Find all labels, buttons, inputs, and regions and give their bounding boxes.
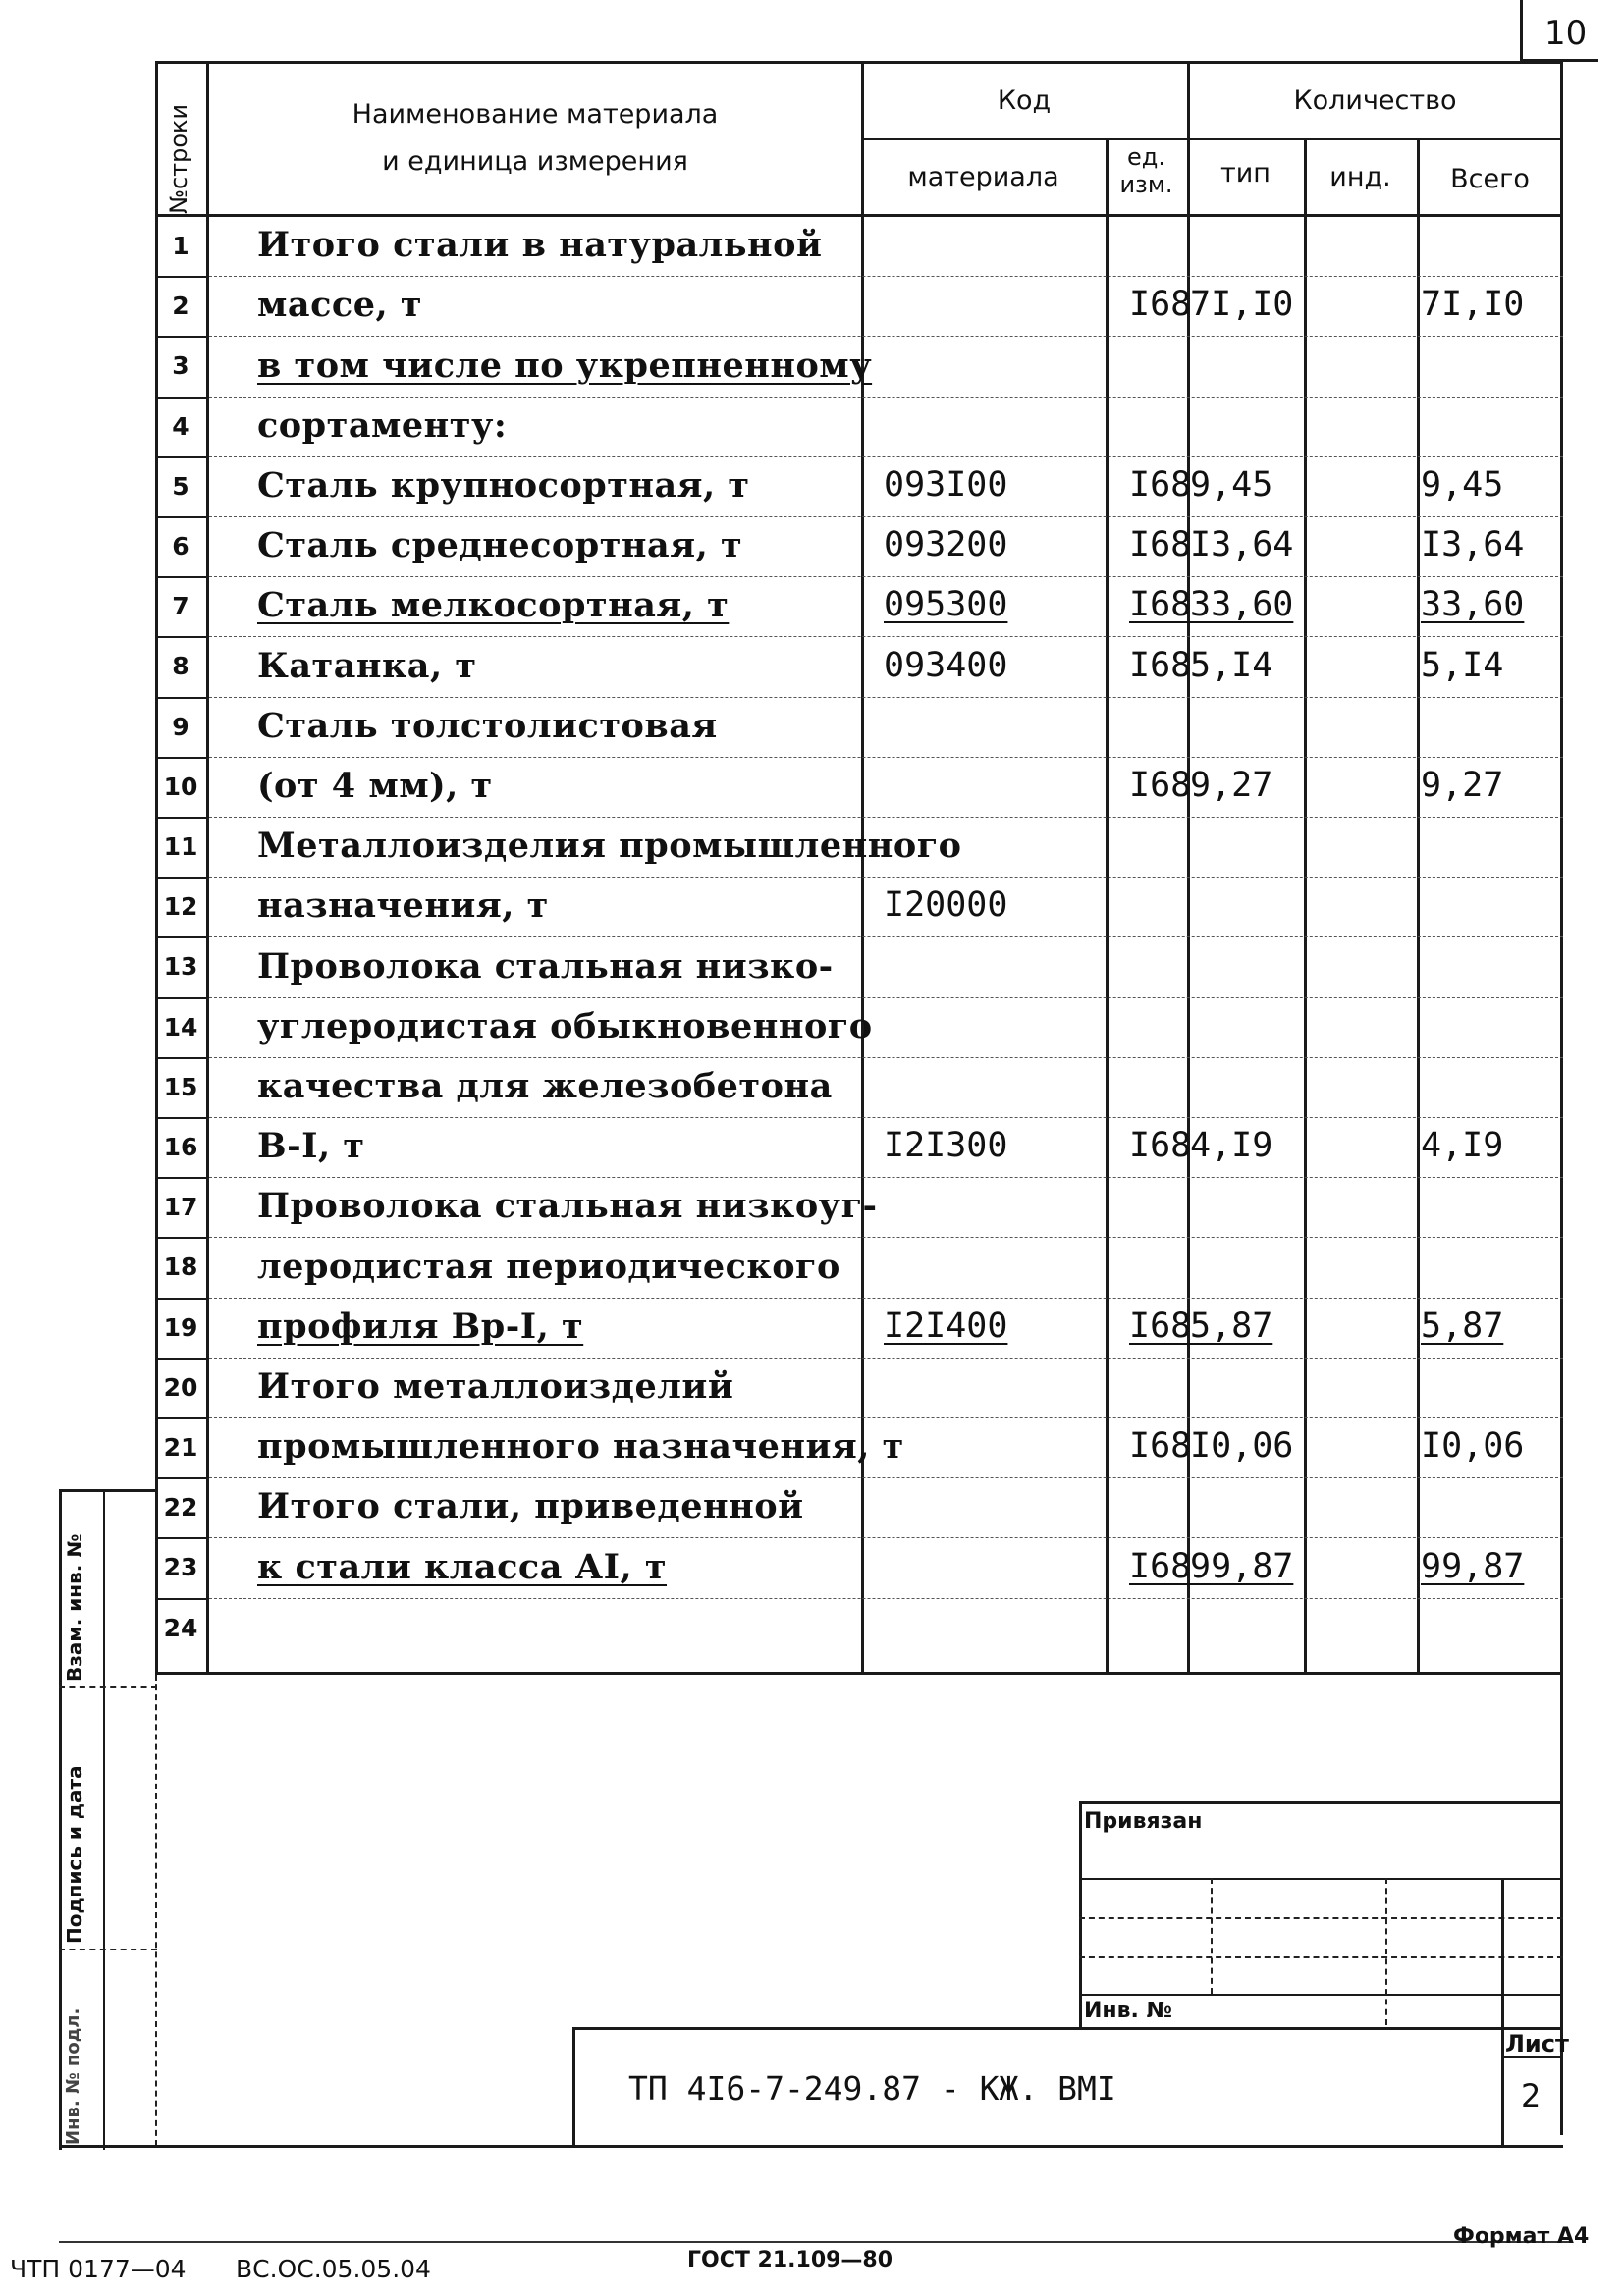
sheet-label: Лист	[1505, 2030, 1569, 2057]
row-number: 5	[172, 471, 189, 501]
row-number: 21	[163, 1433, 198, 1462]
row-name: Сталь толстолистовая	[257, 705, 718, 746]
row-name: углеродистая обыкновенного	[257, 1005, 873, 1046]
row-number: 19	[163, 1312, 198, 1342]
row-qty-total: 99,87	[1421, 1546, 1525, 1586]
row-qty-type: 33,60	[1190, 585, 1294, 625]
row-unit-code: I68	[1129, 465, 1192, 505]
row-name: (от 4 мм), т	[257, 766, 493, 806]
row-name: Сталь среднесортная, т	[257, 525, 743, 566]
row-number: 8	[172, 652, 189, 681]
row-name: Проволока стальная низкоуг-	[257, 1186, 878, 1227]
footer-format: Формат А4	[1453, 2224, 1590, 2249]
row-unit-code: I68	[1129, 766, 1192, 805]
row-qty-type: I3,64	[1190, 525, 1294, 565]
header-qty-ind: инд.	[1329, 162, 1391, 192]
row-qty-type: 5,I4	[1190, 645, 1273, 685]
row-name: качества для железобетона	[257, 1066, 833, 1106]
row-number: 10	[163, 772, 198, 801]
row-number: 22	[163, 1493, 198, 1522]
header-row-number: №строки	[165, 103, 192, 214]
page-number: 10	[1544, 14, 1588, 53]
row-number: 9	[172, 712, 189, 741]
row-unit-code: I68	[1129, 1546, 1192, 1586]
stamp-privyazan: Привязан	[1084, 1809, 1203, 1834]
row-number: 11	[163, 832, 198, 861]
row-name: Сталь мелкосортная, т	[257, 585, 730, 626]
row-material-code: I2I300	[884, 1126, 1008, 1166]
row-name: к стали класса АI, т	[257, 1546, 668, 1587]
header-name-line2: и единица измерения	[382, 146, 688, 177]
row-qty-total: 9,45	[1421, 465, 1504, 505]
row-qty-total: 4,I9	[1421, 1126, 1504, 1166]
row-qty-total: I3,64	[1421, 525, 1525, 565]
row-number: 6	[172, 532, 189, 561]
side-podpis-data: Подпись и дата	[63, 1765, 86, 1944]
row-unit-code: I68	[1129, 1126, 1192, 1166]
row-name: Металлоизделия промышленного	[257, 826, 962, 867]
row-unit-code: I68	[1129, 1426, 1192, 1467]
row-unit-code: I68	[1129, 645, 1192, 685]
row-material-code: 093200	[884, 525, 1008, 565]
row-qty-type: 4,I9	[1190, 1126, 1273, 1166]
row-name: профиля Вр-I, т	[257, 1306, 584, 1347]
row-unit-code: I68	[1129, 525, 1192, 565]
row-unit-code: I68	[1129, 585, 1192, 625]
stamp-inv-no: Инв. №	[1084, 1999, 1173, 2023]
row-material-code: 095300	[884, 585, 1008, 625]
row-number: 7	[172, 592, 189, 621]
side-inv-podl: Инв. № подл.	[63, 2007, 83, 2145]
row-name: леродистая периодического	[257, 1246, 840, 1287]
row-material-code: I20000	[884, 885, 1008, 926]
footer-left2: ВС.ОС.05.05.04	[236, 2255, 431, 2283]
row-number: 17	[163, 1193, 198, 1222]
row-qty-type: 99,87	[1190, 1546, 1294, 1586]
row-qty-total: 5,I4	[1421, 645, 1504, 685]
row-name: массе, т	[257, 285, 423, 326]
row-number: 4	[172, 411, 189, 441]
row-qty-type: 7I,I0	[1190, 285, 1294, 325]
row-qty-total: 33,60	[1421, 585, 1525, 625]
row-name: назначения, т	[257, 885, 549, 927]
row-number: 23	[163, 1553, 198, 1582]
row-name: Проволока стальная низко-	[257, 945, 834, 987]
row-material-code: I2I400	[884, 1306, 1008, 1346]
row-number: 12	[163, 892, 198, 922]
row-number: 15	[163, 1072, 198, 1101]
header-quantity: Количество	[1293, 85, 1457, 116]
header-qty-type: тип	[1220, 158, 1271, 188]
row-unit-code: I68	[1129, 1306, 1192, 1346]
footer-gost: ГОСТ 21.109—80	[687, 2248, 893, 2272]
row-number: 14	[163, 1012, 198, 1041]
row-qty-type: 9,27	[1190, 766, 1273, 805]
row-material-code: 093I00	[884, 465, 1008, 505]
row-name: Итого металлоизделий	[257, 1366, 734, 1407]
header-unit-line2: изм.	[1119, 171, 1173, 198]
row-number: 20	[163, 1372, 198, 1402]
row-number: 1	[172, 232, 189, 260]
row-qty-total: 7I,I0	[1421, 285, 1525, 325]
header-qty-total: Всего	[1450, 164, 1530, 194]
row-unit-code: I68	[1129, 285, 1192, 325]
header-code: Код	[997, 85, 1052, 116]
row-qty-type: 9,45	[1190, 465, 1273, 505]
row-name: Катанка, т	[257, 645, 477, 686]
row-number: 13	[163, 952, 198, 982]
footer-left: ЧТП 0177—04	[10, 2255, 187, 2283]
row-qty-type: I0,06	[1190, 1426, 1294, 1467]
row-name: Итого стали, приведенной	[257, 1486, 804, 1527]
row-name: В-I, т	[257, 1126, 365, 1167]
header-unit-line1: ед.	[1127, 143, 1165, 171]
side-vzam-inv: Взам. инв. №	[63, 1533, 86, 1682]
row-name: Итого стали в натуральной	[257, 225, 823, 266]
row-qty-total: I0,06	[1421, 1426, 1525, 1467]
row-number: 18	[163, 1253, 198, 1282]
document-code: ТП 4I6-7-249.87 - КЖ. ВМI	[628, 2069, 1116, 2108]
row-name: Сталь крупносортная, т	[257, 465, 750, 506]
row-name: промышленного назначения, т	[257, 1426, 904, 1468]
row-number: 2	[172, 292, 189, 321]
row-qty-type: 5,87	[1190, 1306, 1273, 1346]
header-code-material: материала	[907, 162, 1059, 192]
row-qty-total: 9,27	[1421, 766, 1504, 805]
row-qty-total: 5,87	[1421, 1306, 1504, 1346]
row-name: в том числе по укрепненному	[257, 345, 873, 386]
row-number: 16	[163, 1133, 198, 1161]
row-number: 3	[172, 351, 189, 381]
header-name-line1: Наименование материала	[352, 99, 719, 130]
row-number: 24	[163, 1613, 198, 1642]
row-material-code: 093400	[884, 645, 1008, 685]
row-name: сортаменту:	[257, 404, 508, 446]
sheet-number: 2	[1521, 2077, 1542, 2114]
